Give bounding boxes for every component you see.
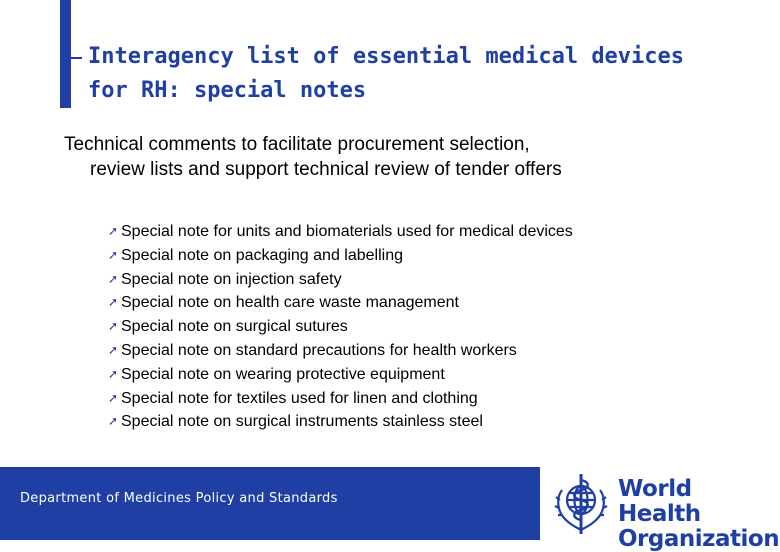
list-item [108, 268, 573, 292]
intro-line-1: Technical comments to facilitate procurement selection, [64, 134, 530, 155]
title-accent-bar [60, 0, 71, 108]
arrow-up-right-icon: ➚ [108, 224, 119, 238]
list-item-text: Special note on wearing protective equipment [121, 365, 445, 383]
arrow-up-right-icon: ➚ [108, 342, 119, 357]
arrow-up-right-icon: ➚ [108, 319, 119, 334]
list-item [108, 339, 573, 363]
title-accent-tick [60, 57, 82, 59]
arrow-up-right-icon: ➚ [108, 390, 119, 405]
arrow-up-right-icon: ➚ [108, 295, 119, 310]
list-item-text: Special note for textiles used for linen and clothing [121, 389, 478, 407]
list-item [108, 410, 573, 434]
intro-line-2: review lists and support technical review of tender offers [90, 159, 562, 180]
arrow-up-right-icon: ➚ [108, 366, 119, 381]
logo-line-2: Organization [618, 526, 780, 552]
arrow-up-right-icon: ➚ [108, 247, 119, 262]
list-item [108, 315, 573, 339]
who-emblem-icon [550, 470, 612, 536]
arrow-up-right-icon: ➚ [108, 271, 119, 286]
department-name: Department of Medicines Policy and Standards [20, 491, 338, 506]
list-item [108, 387, 573, 411]
footer-bar [0, 467, 780, 552]
list-item-text: Special note on surgical sutures [121, 318, 348, 336]
who-logo [540, 467, 780, 552]
list-item-text: Special note for units and biomaterials used for medical devices [121, 223, 573, 240]
list-item [108, 291, 573, 315]
logo-wordmark [618, 477, 780, 552]
list-item [108, 363, 573, 387]
list-item-text: Special note on health care waste management [121, 294, 459, 312]
special-notes-list [108, 220, 573, 434]
arrow-up-right-icon: ➚ [108, 414, 119, 429]
slide-title [88, 40, 684, 108]
list-item-text: Special note on surgical instruments stainless steel [121, 413, 483, 431]
intro-text [64, 132, 754, 182]
list-item [108, 220, 573, 244]
slide-title-line-1: Interagency list of essential medical devices [88, 44, 685, 69]
list-item [108, 244, 573, 268]
logo-line-1: World Health [618, 476, 701, 527]
list-item-text: Special note on injection safety [121, 270, 342, 288]
slide-title-line-2: for RH: special notes [88, 78, 367, 103]
list-item-text: Special note on packaging and labelling [121, 246, 403, 264]
list-item-text: Special note on standard precautions for health workers [121, 341, 517, 359]
